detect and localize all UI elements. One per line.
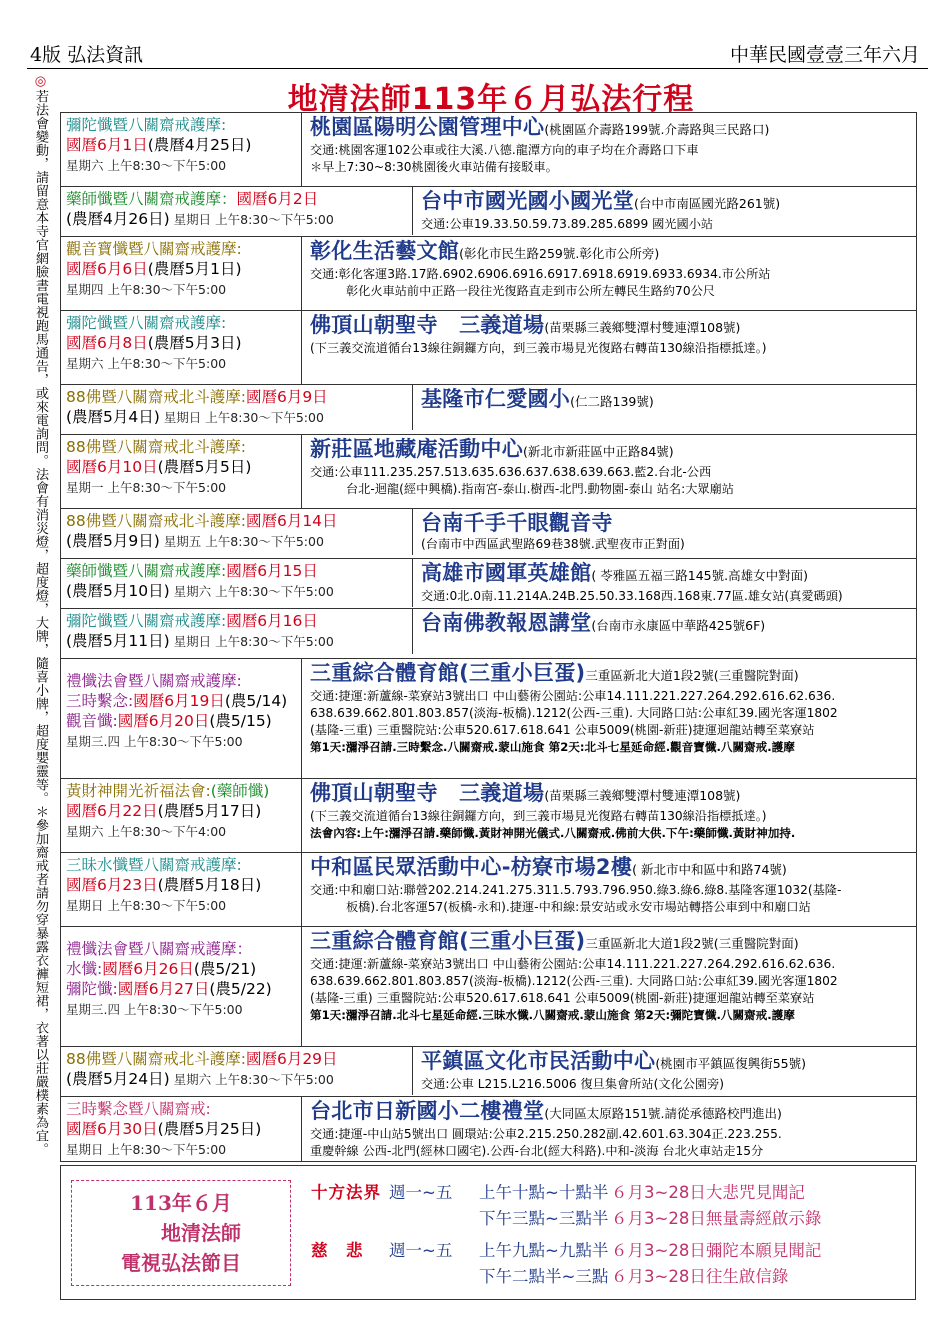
event-line: [66, 437, 296, 457]
tv-channel: [311, 1264, 389, 1290]
event-title: 88佛暨八關齋戒北斗護摩:: [66, 388, 246, 406]
venue-detail: 交通:公車19.33.50.59.73.89.285.6899 國光國小站: [421, 217, 714, 231]
event-date: 國曆6月15日: [226, 562, 318, 580]
venue-name: [310, 1099, 911, 1126]
event-row: [61, 853, 917, 927]
event-lunar: (農曆5月24日): [66, 1070, 170, 1088]
tv-label-line2: 地清法師: [161, 1221, 241, 1245]
venue-name: [310, 855, 911, 882]
event-date: 國曆6月1日: [66, 136, 148, 154]
venue-address: (大同區太原路151號.請從承德路校門進出): [544, 1106, 782, 1121]
event-venue: [302, 435, 917, 509]
event-title: 彌陀懺暨八關齋戒護摩:: [66, 612, 227, 630]
event-title: 禮懺法會暨八關齋戒護摩:: [66, 672, 242, 690]
event-time: 星期六 上午8:30～下午5:00: [169, 1072, 334, 1087]
event-line: [66, 821, 296, 842]
tv-days: [389, 1264, 479, 1290]
event-line: [66, 189, 407, 209]
event-lunar: (農曆5月5日): [157, 458, 252, 476]
event-venue: [302, 237, 917, 311]
venue-address: (台中市南區國光路261號): [634, 196, 781, 211]
event-line: [66, 279, 296, 300]
venue-detail: 交通:彰化客運3路.17路.6902.6906.6916.6917.6918.6919.6933.6934.市公所站: [310, 267, 771, 281]
venue-address: ( 新北市中和區中和路74號): [632, 862, 787, 877]
event-lunar: (農曆4月26日): [66, 210, 170, 228]
event-time: 星期三.四 上午8:30～下午5:00: [66, 1002, 243, 1017]
venue-name: [310, 437, 911, 464]
tv-time: 下午三點~三點半: [479, 1209, 609, 1228]
venue-address: (苗栗縣三義鄉雙潭村雙連潭108號): [544, 320, 741, 335]
event-title: 彌陀懺暨八關齋戒護摩:: [66, 116, 227, 134]
event-line: [66, 135, 296, 155]
event-line: [66, 1139, 296, 1160]
venue-name: [310, 313, 911, 340]
venue-detail: 法會內容:上午:瀰淨召請.藥師懺.黃財神開光儀式.八關齋戒.佛前大供.下午:藥師懺.黃財神加持.: [310, 826, 796, 840]
tv-channel: 十方法界: [311, 1183, 381, 1202]
event-line: [66, 561, 407, 581]
venue-detail: 交通:0北.0南.11.214A.24B.25.50.33.168西.168東.77區.雄女站(真愛碼頭): [421, 589, 843, 603]
event-venue: [413, 609, 773, 654]
event-lunar: (農曆5月11日): [66, 632, 170, 650]
venue-name: [310, 115, 911, 142]
event-date: 國曆6月6日: [66, 260, 148, 278]
event-venue: [413, 1047, 814, 1095]
venue-detail: 台北-迴龍(經中興橋).指南宮-泰山.樹西-北門.動物園-泰山 站名:大眾廟站: [346, 482, 734, 496]
event-time: 星期六 上午8:30～下午5:00: [66, 158, 227, 173]
event-lunar: (農曆5月10日): [66, 582, 170, 600]
venue-title: 平鎮區文化市民活動中心: [421, 1049, 656, 1073]
event-time: 星期四 上午8:30～下午5:00: [66, 282, 227, 297]
event-line: [66, 1069, 407, 1090]
venue-title: 台南千手千眼觀音寺: [421, 511, 613, 535]
session-lunar: (農5/21): [193, 960, 257, 978]
tv-row: [311, 1238, 821, 1264]
event-line: [66, 239, 296, 259]
tv-days: [389, 1206, 479, 1232]
event-title: 88佛暨八關齋戒北斗護摩:: [66, 1050, 246, 1068]
tv-program-label: [71, 1180, 291, 1286]
event-venue: [302, 853, 917, 927]
event-info: [61, 927, 302, 1047]
venue-detail: 彰化火車站前中正路一段往光復路直走到市公所左轉民生路約70公尺: [346, 284, 715, 298]
event-row: [61, 113, 917, 187]
event-venue: [413, 559, 851, 607]
event-info: [61, 435, 302, 509]
session-label: 三時繫念:: [66, 692, 134, 710]
venue-detail: (基隆-三重) 三重醫院站:公車520.617.618.641 公車5009(桃園-新莊)捷運迴龍站轉至菜寮站: [310, 723, 815, 737]
event-info: [61, 659, 302, 779]
event-title: 彌陀懺暨八關齋戒護摩:: [66, 314, 227, 332]
venue-detail: 第1天:瀰淨召請.三時繫念.八關齋戒.蒙山施食 第2天:北斗七星延命經.觀音寶懺.八關齋戒.護摩: [310, 740, 795, 754]
event-line: [66, 581, 407, 602]
event-line: [66, 353, 296, 374]
venue-name: [421, 511, 685, 536]
venue-detail: (基隆-三重) 三重醫院站:公車520.617.618.641 公車5009(桃園-新莊)捷運迴龍站轉至菜寮站: [310, 991, 815, 1005]
venue-detail: 交通:捷運:新蘆線-菜寮站3號出口 中山藝術公園站:公車14.111.221.227.264.292.616.62.636.: [310, 957, 836, 971]
event-row: [61, 509, 917, 559]
venue-detail: 交通:公車 L215.L216.5006 復旦集會所站(文化公園旁): [421, 1077, 725, 1091]
venue-title: 三重綜合體育館(三重小巨蛋): [310, 929, 586, 953]
event-title: 黃財神開光祈福法會:: [66, 782, 211, 800]
event-cell: [61, 609, 917, 659]
session-lunar: (農5/14): [224, 692, 288, 710]
event-title-extra: (藥師懺): [210, 782, 270, 800]
page-title: 地清法師113年６月弘法行程: [287, 82, 695, 117]
event-cell: [61, 1047, 917, 1097]
venue-detail: 交通:捷運:新蘆線-菜寮站3號出口 中山藝術公園站:公車14.111.221.227.264.292.616.62.636.: [310, 689, 836, 703]
event-line: [66, 731, 296, 752]
venue-name: [421, 1049, 806, 1076]
session-label: 水懺:: [66, 960, 103, 978]
tv-channel: 慈 悲: [311, 1241, 364, 1260]
event-line: [66, 631, 407, 652]
venue-detail: ＊早上7:30~8:30桃園後火車站備有接駁車。: [310, 160, 558, 174]
event-time: 星期五 上午8:30～下午5:00: [159, 534, 324, 549]
venue-address: 三重區新北大道1段2號(三重醫院對面): [585, 936, 799, 951]
event-venue: [302, 113, 917, 187]
event-cell: [61, 559, 917, 609]
event-time: 星期日 上午8:30～下午5:00: [169, 634, 334, 649]
tv-row: [311, 1206, 821, 1232]
event-time: 星期日 上午8:30～下午5:00: [169, 212, 334, 227]
venue-title: 新莊區地藏庵活動中心: [310, 437, 523, 461]
venue-name: [310, 929, 911, 956]
session-lunar: (農5/22): [209, 980, 272, 998]
event-date: 國曆6月22日: [66, 802, 158, 820]
event-line: [66, 477, 296, 498]
tv-time: 上午十點~十點半: [479, 1183, 609, 1202]
tv-schedule: [311, 1180, 821, 1290]
venue-detail: 交通:中和廟口站:聯營202.214.241.275.311.5.793.796.950.綠3.綠6.綠8.基隆客運1032(基隆-: [310, 883, 842, 897]
event-lunar: (農曆4月25日): [147, 136, 252, 154]
venue-name: [421, 611, 765, 638]
event-line: [66, 611, 407, 631]
event-line: [66, 801, 296, 821]
venue-name: [310, 781, 911, 808]
event-line: [66, 209, 407, 230]
event-date: 國曆6月8日: [66, 334, 148, 352]
event-row: [61, 385, 917, 435]
venue-title: 中和區民眾活動中心-枋寮市場2樓: [310, 855, 633, 879]
event-row: [61, 435, 917, 509]
header-divider: [27, 68, 928, 69]
venue-address: (桃園區介壽路199號.介壽路與三民路口): [544, 122, 770, 137]
event-time: 星期一 上午8:30～下午5:00: [66, 480, 227, 495]
event-lunar: (農曆5月18日): [157, 876, 262, 894]
event-line: [66, 457, 296, 477]
event-line: [66, 1119, 296, 1139]
event-line: [66, 1099, 296, 1119]
venue-address: (新北市新莊區中正路84號): [523, 444, 674, 459]
session-lunar: (農5/15): [209, 712, 272, 730]
venue-title: 彰化生活藝文館: [310, 239, 460, 263]
event-date: 國曆6月29日: [245, 1050, 338, 1068]
event-line: [66, 875, 296, 895]
venue-title: 台北市日新國小二樓禮堂: [310, 1099, 545, 1123]
event-date: 國曆6月16日: [226, 612, 318, 630]
venue-name: [310, 661, 911, 688]
event-line: [66, 959, 296, 979]
event-line: [66, 999, 296, 1020]
event-venue: [413, 385, 662, 430]
venue-detail: 交通:桃園客運102公車或往大溪.八德.龍潭方向的車子均在介壽路口下車: [310, 143, 699, 157]
event-line: [66, 781, 296, 801]
event-line: [66, 939, 296, 959]
event-row: [61, 1047, 917, 1097]
event-time: 星期六 上午8:30～下午5:00: [169, 584, 334, 599]
event-lunar: (農曆5月1日): [147, 260, 242, 278]
venue-detail: 第1天:瀰淨召請.北斗七星延命經.三昧水懺.八關齋戒.蒙山施食 第2天:彌陀寶懺.八關齋戒.護摩: [310, 1008, 795, 1022]
event-info: [61, 1047, 413, 1095]
event-date: 國曆6月30日: [66, 1120, 158, 1138]
session-date: 國曆6月19日: [133, 692, 225, 710]
venue-address: (仁二路139號): [570, 394, 654, 409]
event-line: [66, 407, 407, 428]
event-row: [61, 311, 917, 385]
event-cell: [61, 385, 917, 435]
venue-title: 台南佛教報恩講堂: [421, 611, 592, 635]
tv-program: ６月3~28日往生啟信錄: [611, 1267, 789, 1286]
event-line: [66, 115, 296, 135]
session-date: 國曆6月27日: [117, 980, 210, 998]
event-time: 星期日 上午8:30～下午5:00: [159, 410, 324, 425]
event-info: [61, 779, 302, 853]
event-time: 星期日 上午8:30～下午5:00: [66, 1142, 227, 1157]
tv-row: [311, 1264, 821, 1290]
event-row: [61, 1097, 917, 1162]
venue-title: 高雄市國軍英雄館: [421, 561, 592, 585]
event-info: [61, 311, 302, 385]
tv-time: 下午二點半~三點: [479, 1267, 609, 1286]
event-row: [61, 609, 917, 659]
venue-detail: 638.639.662.801.803.857(淡海-板橋).1212(公西-三重). 大同路口站:公車紅39.國光客運1802: [310, 974, 838, 988]
venue-detail: (台南市中西區武聖路69巷38號.武聖夜市正對面): [421, 537, 685, 551]
tv-days: 週一~五: [389, 1183, 453, 1202]
event-line: [66, 333, 296, 353]
tv-time: 上午九點~九點半: [479, 1241, 609, 1260]
event-title: 藥師懺暨八關齋戒護摩:: [66, 562, 227, 580]
tv-label-line3: 電視弘法節目: [121, 1251, 241, 1275]
event-venue: [302, 779, 917, 853]
tv-channel: [311, 1206, 389, 1232]
venue-title: 三重綜合體育館(三重小巨蛋): [310, 661, 586, 685]
event-line: [66, 259, 296, 279]
venue-title: 台中市國光國小國光堂: [421, 189, 634, 213]
event-lunar: (農曆5月4日): [66, 408, 160, 426]
schedule-table: [60, 112, 917, 1162]
event-venue: [302, 927, 917, 1047]
venue-address: (桃園市平鎮區復興街55號): [655, 1056, 806, 1071]
event-line: [66, 1049, 407, 1069]
event-info: [61, 853, 302, 927]
tv-row: [311, 1180, 821, 1206]
venue-detail: 重慶幹線 公西-北門(經林口國宅).公西-台北(經大科路).中和-淡海 台北火車站走15分: [310, 1144, 764, 1158]
venue-name: [421, 189, 780, 216]
event-venue: [302, 311, 917, 385]
event-title: 88佛暨八關齋戒北斗護摩:: [66, 438, 246, 456]
venue-name: [421, 387, 654, 414]
event-lunar: (農曆5月17日): [157, 802, 262, 820]
event-lunar: (農曆5月25日): [157, 1120, 262, 1138]
tv-program-box: [60, 1165, 916, 1300]
event-info: [61, 559, 413, 607]
event-info: [61, 385, 413, 430]
venue-detail: 638.639.662.801.803.857(淡海-板橋).1212(公西-三重). 大同路口站:公車紅39.國光客運1802: [310, 706, 838, 720]
venue-detail: 板橋).台北客運57(板橋-永和).捷運-中和線:景安站或永安市場站轉搭公車到中和廟口站: [346, 900, 811, 914]
session-date: 國曆6月20日: [117, 712, 210, 730]
event-date: 國曆6月14日: [245, 512, 338, 530]
event-info: [61, 237, 302, 311]
side-note-text: 若法會變動，請留意本寺官網臉書電視跑馬通告，或來電詢問。法會有消災燈，超度燈，大牌，隨喜小牌，超度嬰靈等。＊參加齋戒者請勿穿暴露衣褲短裙，衣著以莊嚴樸素為宜。: [33, 89, 48, 1156]
event-cell: [61, 509, 917, 559]
venue-address: ( 苓雅區五福三路145號.高雄女中對面): [591, 568, 808, 583]
side-note: [30, 74, 50, 1156]
venue-address: 三重區新北大道1段2號(三重醫院對面): [585, 668, 799, 683]
event-venue: [413, 187, 788, 235]
venue-detail: (下三義交流道循台13線往銅鑼方向，到三義市場見光復路右轉苗130線沿指標抵達。): [310, 341, 767, 355]
event-info: [61, 113, 302, 187]
session-date: 國曆6月26日: [102, 960, 194, 978]
event-line: [66, 979, 296, 999]
event-row: [61, 559, 917, 609]
event-line: [66, 531, 407, 552]
issue-date: 中華民國壹壹三年六月: [729, 44, 920, 66]
event-time: 星期三.四 上午8:30～下午5:00: [66, 734, 243, 749]
tv-program: ６月3~28日彌陀本願見聞記: [611, 1241, 822, 1260]
venue-detail: 交通:公車111.235.257.513.635.636.637.638.639.663.藍2.台北-公西: [310, 465, 712, 479]
event-info: [61, 609, 413, 654]
venue-name: [310, 239, 911, 266]
venue-address: (台南市永康區中華路425號6F): [591, 618, 766, 633]
venue-title: 佛頂山朝聖寺 三義道場: [310, 313, 545, 337]
event-line: [66, 387, 407, 407]
event-date: 國曆6月10日: [66, 458, 158, 476]
tv-label-line1: 113年６月: [130, 1191, 232, 1215]
event-title: 88佛暨八關齋戒北斗護摩:: [66, 512, 246, 530]
event-time: 星期六 上午8:30～下午5:00: [66, 356, 227, 371]
side-note-mark: ◎: [33, 74, 48, 90]
venue-detail: (下三義交流道循台13線往銅鑼方向，到三義市場見光復路右轉苗130線沿指標抵達。): [310, 809, 767, 823]
event-line: [66, 895, 296, 916]
session-label: 觀音懺:: [66, 712, 118, 730]
event-venue: [302, 1097, 917, 1162]
event-line: [66, 511, 407, 531]
event-row: [61, 659, 917, 779]
event-line: [66, 313, 296, 333]
event-cell: [61, 187, 917, 237]
event-title: 三昧水懺暨八關齋戒護摩:: [66, 856, 242, 874]
venue-address: (苗栗縣三義鄉雙潭村雙連潭108號): [544, 788, 741, 803]
event-info: [61, 509, 413, 555]
event-date: 國曆6月9日: [245, 388, 328, 406]
event-line: [66, 855, 296, 875]
venue-title: 桃園區陽明公園管理中心: [310, 115, 545, 139]
venue-name: [421, 561, 843, 588]
event-info: [61, 187, 413, 235]
event-title: 藥師懺暨八關齋戒護摩：: [66, 190, 237, 208]
event-row: [61, 237, 917, 311]
event-time: 星期日 上午8:30～下午5:00: [66, 898, 227, 913]
event-line: [66, 155, 296, 176]
event-title: 禮懺法會暨八關齋戒護摩：: [66, 940, 253, 958]
venue-detail: 交通:捷運-中山站5號出口 圓環站:公車2.215.250.282副.42.601.63.304正.223.255.: [310, 1127, 782, 1141]
event-row: [61, 927, 917, 1047]
event-lunar: (農曆5月3日): [147, 334, 242, 352]
tv-program: ６月3~28日大悲咒見聞記: [611, 1183, 805, 1202]
event-info: [61, 1097, 302, 1162]
tv-program: ６月3~28日無量壽經啟示錄: [611, 1209, 822, 1228]
event-title: 三時繫念暨八關齋戒:: [66, 1100, 211, 1118]
event-date: 國曆6月23日: [66, 876, 158, 894]
event-lunar: (農曆5月9日): [66, 532, 160, 550]
edition-label: 4版 弘法資訊: [30, 44, 144, 66]
event-row: [61, 779, 917, 853]
event-venue: [302, 659, 917, 779]
event-title: 觀音寶懺暨八關齋戒護摩:: [66, 240, 242, 258]
event-date: 國曆6月2日: [236, 190, 319, 208]
venue-title: 佛頂山朝聖寺 三義道場: [310, 781, 545, 805]
venue-title: 基隆市仁愛國小: [421, 387, 571, 411]
event-line: [66, 671, 296, 691]
event-row: [61, 187, 917, 237]
event-venue: [413, 509, 693, 555]
event-line: [66, 691, 296, 711]
venue-address: (彰化市民生路259號.彰化市公所旁): [459, 246, 660, 261]
session-label: 彌陀懺:: [66, 980, 118, 998]
tv-days: 週一~五: [389, 1241, 453, 1260]
event-line: [66, 711, 296, 731]
event-time: 星期六 上午8:30～下午4:00: [66, 824, 227, 839]
